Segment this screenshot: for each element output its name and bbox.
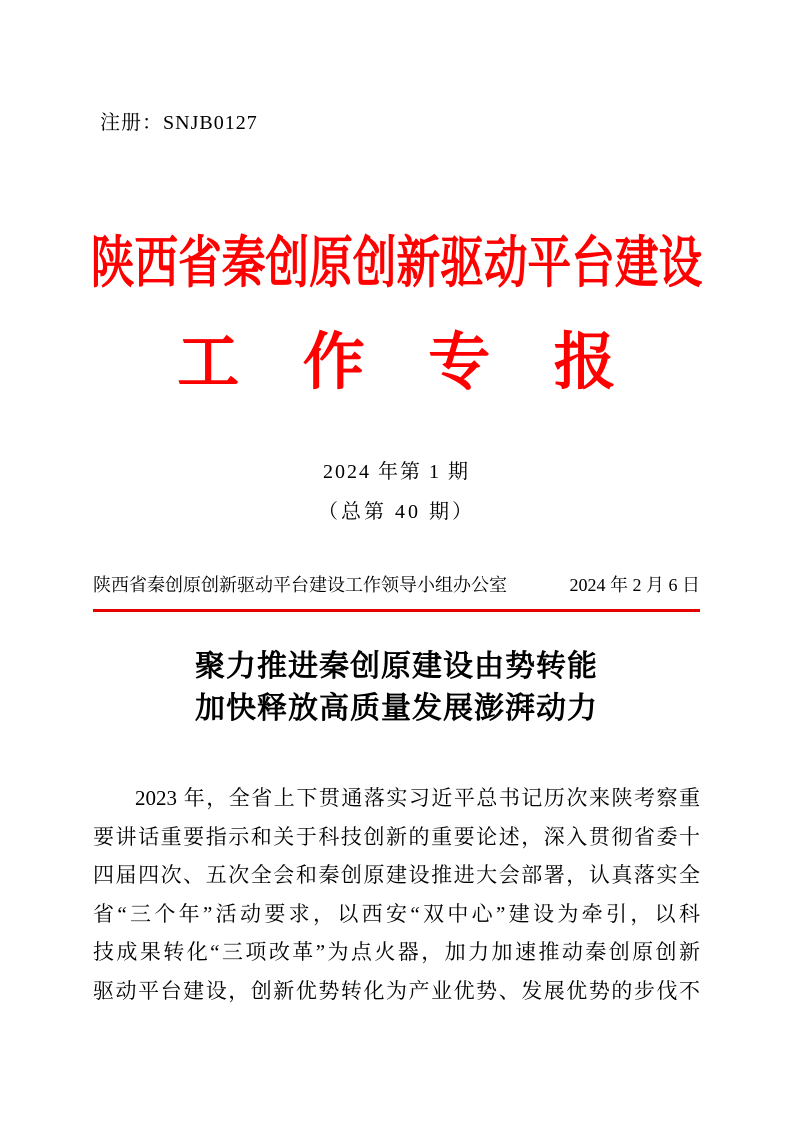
article-heading <box>0 646 793 730</box>
registration-number: 注册：SNJB0127 <box>100 112 258 134</box>
cumulative-issue-number: （总第 40 期） <box>318 501 475 523</box>
red-divider-rule <box>93 609 700 612</box>
article-body <box>93 779 700 1010</box>
masthead-title-line1: 陕西省秦创原创新驱动平台建设 <box>90 233 703 295</box>
body-line: 要讲话重要指示和关于科技创新的重要论述，深入贯彻省委十 <box>93 824 700 849</box>
body-line: 四届四次、五次全会和秦创原建设推进大会部署，认真落实全 <box>93 863 700 887</box>
body-line: 技成果转化“三项改革”为点火器，加力加速推动秦创原创新 <box>93 940 700 964</box>
issuing-office: 陕西省秦创原创新驱动平台建设工作领导小组办公室 <box>93 575 507 595</box>
issue-number: 2024 年第 1 期 <box>323 461 470 483</box>
body-line: 省“三个年”活动要求，以西安“双中心”建设为牵引，以科 <box>93 901 700 926</box>
body-line: 2023 年，全省上下贯通落实习近平总书记历次来陕考察重 <box>135 786 700 810</box>
masthead-title-line2: 工 作 专 报 <box>177 329 640 397</box>
masthead-byline <box>93 572 700 598</box>
article-heading-line2: 加快释放高质量发展澎湃动力 <box>195 692 598 725</box>
article-heading-line1: 聚力推进秦创原建设由势转能 <box>195 650 598 683</box>
issue-date: 2024 年 2 月 6 日 <box>569 575 700 595</box>
body-line: 驱动平台建设，创新优势转化为产业优势、发展优势的步伐不 <box>93 978 700 1003</box>
